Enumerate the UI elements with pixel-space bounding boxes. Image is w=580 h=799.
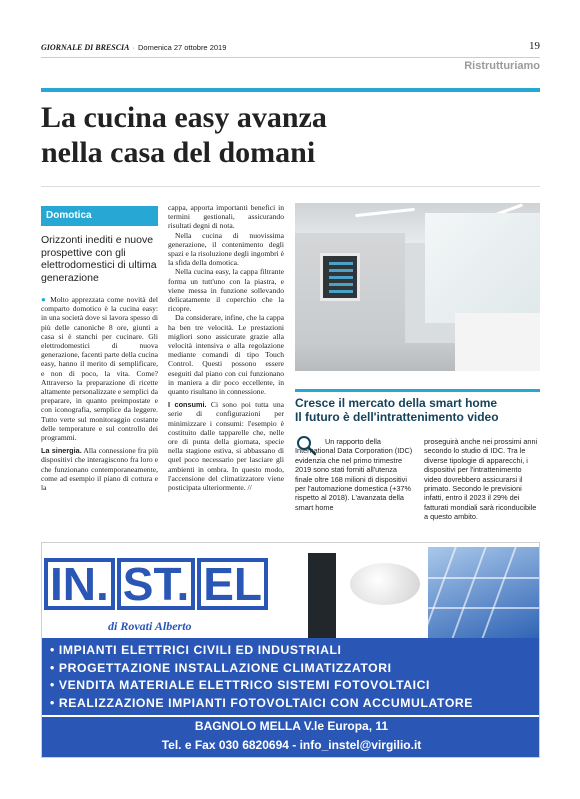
service-item: • REALIZZAZIONE IMPIANTI FOTOVOLTAICI CON ACCUMULATORE [50,695,474,710]
article-column-2 [168,203,284,492]
sidebar-headline-line-1: Cresce il mercato della smart home [295,396,498,410]
paragraph: Da considerare, infine, che la cappa ha ben tre velocità. Le prestazioni migliori sono assicurate grazie alla velocità intensiva e alla regolazione mediante comandi di tipo Touch Control. Questi possono essere eseguiti dal piano con cui funzionano in maniera a dir poco eccellente, in quanto risultano in connessione. [168,313,284,397]
paragraph: ● Molto apprezzata come novità del comparto domotico è la cucina easy: in una società dove si lavora spesso di più delle canoniche 8 ore, giunti a casa si è stanchi per cucinare. Gli elettrodomestici di nuova generazione, facenti parte della cucina easy, hanno il merito di semplificare, e non di poco, la vita. Come? Attraverso la preparazione di ricette altamente personalizzate e semplici da preparare, in quanto preimpostate e con iconografia, semplice da leggere. Tutto verte sul monitoraggio costante delle temperature e sul controllo dei programmi. [41,295,158,443]
sidebar-accent-bar [295,389,540,392]
paragraph: Nella cucina easy, la cappa filtrante forma un tutt'uno con la piastra, e viene messa in funzione sollevando delicatamente il coperchio che la ricopre. [168,267,284,314]
paragraph: Nella cucina di nuovissima generazione, il contenimento degli spazi e la risoluzione degli ingombri è la sfida della domotica. [168,230,284,268]
services-band [42,638,540,715]
light-bulb-icon [350,563,420,605]
logo-part-3: EL [197,558,268,610]
sidebar-column-1: Un rapporto della International Data Corporation (IDC) evidenzia che nel primo trimestre 2019 sono stati forniti all'utenza finale oltre 168 milioni di dispositivi per l'automazione domestica (+37% rispetto al 2018). L'avanzata della smart home [295,437,413,512]
instel-logo [44,557,270,611]
article-deck: Orizzonti inediti e nuove prospettive con gli elettrodomestici di ultima generazione [41,234,157,284]
headline-line-1: La cucina easy avanza [41,101,327,134]
topic-tag: Domotica [41,206,158,226]
paragraph: cappa, apporta importanti benefici in termini gestionali, assicurando risultati degni di nota. [168,203,284,231]
paragraph: La sinergia. Alla connessione fra più dispositivi che interagiscono fra loro e che funzionano contemporaneamente, come ad esempio il piano di cottura e la [41,446,158,493]
ad-contact-footer [42,715,540,758]
headline-divider [41,186,540,187]
logo-part-1: IN. [44,558,115,610]
service-item: • IMPIANTI ELETTRICI CIVILI ED INDUSTRIALI [50,643,342,657]
bullet-icon: ● [41,295,47,304]
ad-owner: di Rovati Alberto [108,619,192,633]
solar-panel-icon [428,547,540,639]
headline-line-2: nella casa del domani [41,136,316,169]
sidebar-column-2: proseguirà anche nei prossimi anni secondo lo studio di IDC. Tra le diverse tipologie di apparecchi, i dispositivi per l'intrattenimento video dovrebbero assicurarsi il primato. Secondo le previsioni infatti, entro il 2023 il 29% dei fatturati mondiali sarà riconducibile a questo ambito. [424,437,538,522]
article-column-1 [41,295,158,492]
instel-advertisement [41,542,540,758]
electrical-cabinet-icon [308,553,336,639]
runin-heading: La sinergia. [41,446,82,456]
kitchen-photo [295,203,540,371]
ad-contacts: Tel. e Fax 030 6820694 - info_instel@virgilio.it [161,738,422,752]
newspaper-name: GIORNALE DI BRESCIA [41,43,130,52]
accent-bar [41,88,540,92]
issue-date: Domenica 27 ottobre 2019 [137,43,227,52]
ad-illustration [268,547,540,639]
paragraph: I consumi. Ci sono poi tutta una serie di configurazioni per minimizzare i consumi: l'esempio è costituito dalle tapparelle che, nelle ore di punta della giornata, specie nella stagione estiva, si abbassano di quel poco necessario per lasciare gli ambienti in ombra. In questo modo, l'accensione del climatizzatore viene posticipata ulteriormente. // [168,400,284,493]
service-item: • VENDITA MATERIALE ELETTRICO SISTEMI FOTOVOLTAICI [50,678,431,692]
service-item: • PROGETTAZIONE INSTALLAZIONE CLIMATIZZATORI [50,660,392,675]
sidebar-headline-line-2: Il futuro è dell'intrattenimento video [295,410,499,424]
page-header: GIORNALE DI BRESCIA · Domenica 27 ottobre 2019 19 [41,40,540,52]
page-number: 19 [529,40,540,52]
article-headline [41,100,540,170]
sidebar-headline [295,396,540,424]
header-divider [41,57,540,58]
ad-address: BAGNOLO MELLA V.le Europa, 11 [194,719,389,733]
touch-panel-icon [320,253,360,301]
section-label: Ristrutturiamo [464,60,540,72]
logo-part-2: ST. [117,558,195,610]
runin-heading: I consumi. [168,400,207,410]
